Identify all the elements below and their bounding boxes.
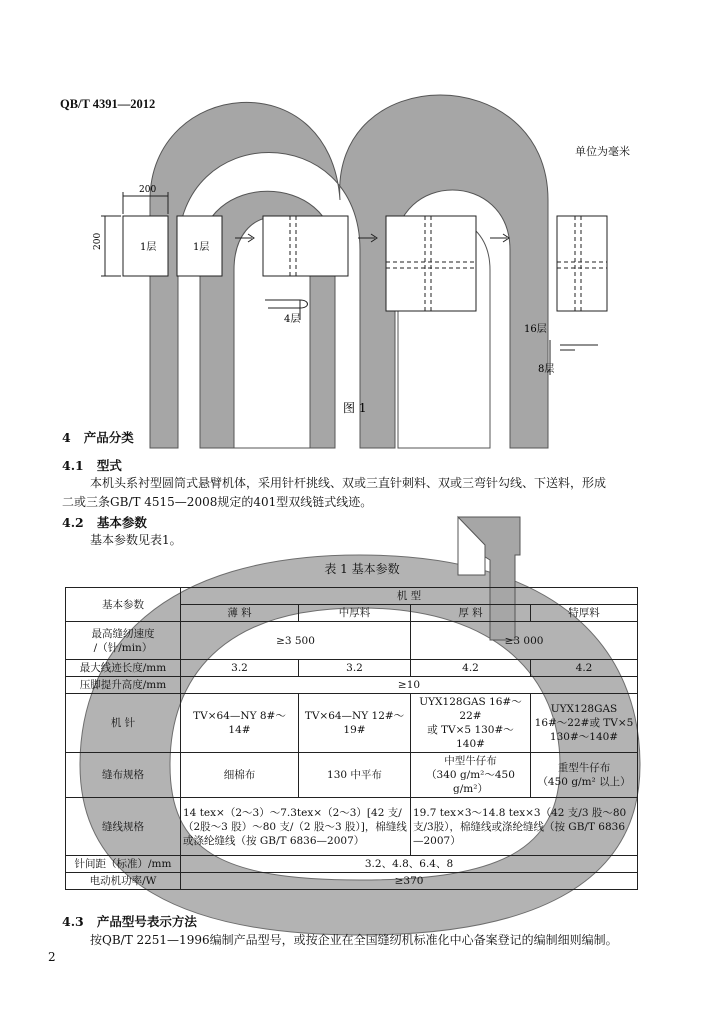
table-cell: 中型牛仔布 （340 g/m²～450 g/m²） — [411, 753, 531, 798]
table-row — [66, 622, 638, 660]
dim-width: 200 — [139, 185, 157, 195]
row-label-fabric: 缝布规格 — [66, 753, 181, 798]
table-row — [66, 677, 638, 694]
row-label-thread: 缝线规格 — [66, 798, 181, 856]
table-cell: 4.2 — [531, 660, 638, 677]
figure-1 — [0, 0, 724, 420]
section-4-3-heading: 4.3 产品型号表示方法 — [62, 914, 197, 929]
table-row — [66, 588, 638, 605]
page-number: 2 — [48, 950, 56, 964]
label-layer1b: 1层 — [193, 242, 210, 253]
fabric-folded-3 — [557, 216, 607, 311]
table-row — [66, 753, 638, 798]
table-row — [66, 798, 638, 856]
section-4-2-heading: 4.2 基本参数 — [62, 515, 147, 530]
section-4-1-heading: 4.1 型式 — [62, 458, 122, 473]
cell-speed-a: ≥3 500 — [181, 622, 411, 660]
row-label-stitch: 最大线迹长度/mm — [66, 660, 181, 677]
header-param: 基本参数 — [66, 588, 181, 622]
fabric-folded-1 — [263, 216, 348, 276]
table-cell: TV×64—NY 8#～14# — [181, 694, 299, 753]
cell-power: ≥370 — [181, 873, 638, 890]
document-header: QB/T 4391—2012 — [60, 97, 156, 111]
table-title: 表 1 基本参数 — [324, 562, 400, 576]
table-cell: 130 中平布 — [299, 753, 411, 798]
figure-caption: 图 1 — [343, 401, 367, 415]
table-cell: 3.2 — [181, 660, 299, 677]
para-4-1-line1: 本机头系衬型圆筒式悬臂机体，采用针杆挑线、双或三直针刺料、双或三弯针勾线、下送料，形成 — [90, 476, 607, 490]
table-cell: 3.2 — [299, 660, 411, 677]
cell-lift: ≥10 — [181, 677, 638, 694]
table-cell: 4.2 — [411, 660, 531, 677]
col-thick: 厚 料 — [411, 605, 531, 622]
label-layer8: 8层 — [538, 364, 555, 375]
col-thin: 薄 料 — [181, 605, 299, 622]
label-layer1a: 1层 — [140, 242, 157, 253]
row-label-lift: 压脚提升高度/mm — [66, 677, 181, 694]
table-row — [66, 660, 638, 677]
cell-thread-a: 14 tex×（2～3）～7.3tex×（2～3）[42 支/（2股～3 股）～80 支/（2 股～3 股）]，棉缝线或涤纶缝线（按 GB/T 6836—2007） — [181, 798, 411, 856]
label-layer4: 4层 — [284, 314, 301, 325]
table-row — [66, 694, 638, 753]
col-extra-thick: 特厚料 — [531, 605, 638, 622]
table-row — [66, 856, 638, 873]
row-label-needle: 机 针 — [66, 694, 181, 753]
table-row — [66, 873, 638, 890]
row-label-power: 电动机功率/W — [66, 873, 181, 890]
table-cell: UYX128GAS 16#～22#或 TV×5 130#～140# — [531, 694, 638, 753]
header-model: 机 型 — [181, 588, 638, 605]
parameters-table — [65, 587, 638, 890]
unit-note: 单位为毫米 — [575, 145, 630, 158]
section-4-heading: 4 产品分类 — [62, 430, 134, 445]
col-medium: 中厚料 — [299, 605, 411, 622]
para-4-3: 按QB/T 2251—1996编制产品型号，或按企业在全国缝纫机标准化中心备案登记的编制细则编制。 — [90, 933, 618, 947]
table-cell: 细棉布 — [181, 753, 299, 798]
cell-thread-b: 19.7 tex×3～14.8 tex×3（42 支/3 股～80 支/3股），棉缝线或涤纶缝线（按 GB/T 6836—2007） — [411, 798, 638, 856]
row-label-pitch: 针间距（标准）/mm — [66, 856, 181, 873]
table-cell: 重型牛仔布 （450 g/m² 以上） — [531, 753, 638, 798]
cell-pitch: 3.2、4.8、6.4、8 — [181, 856, 638, 873]
table-cell: UYX128GAS 16#～22# 或 TV×5 130#～140# — [411, 694, 531, 753]
label-layer16: 16层 — [524, 324, 547, 335]
cell-speed-b: ≥3 000 — [411, 622, 638, 660]
row-label-speed: 最高缝纫速度 /（针/min） — [66, 622, 181, 660]
table-cell: TV×64—NY 12#～19# — [299, 694, 411, 753]
dim-height: 200 — [93, 232, 103, 250]
para-4-2: 基本参数见表1。 — [90, 533, 182, 547]
para-4-1-line2: 二或三条GB/T 4515—2008规定的401型双线链式线迹。 — [62, 495, 373, 509]
